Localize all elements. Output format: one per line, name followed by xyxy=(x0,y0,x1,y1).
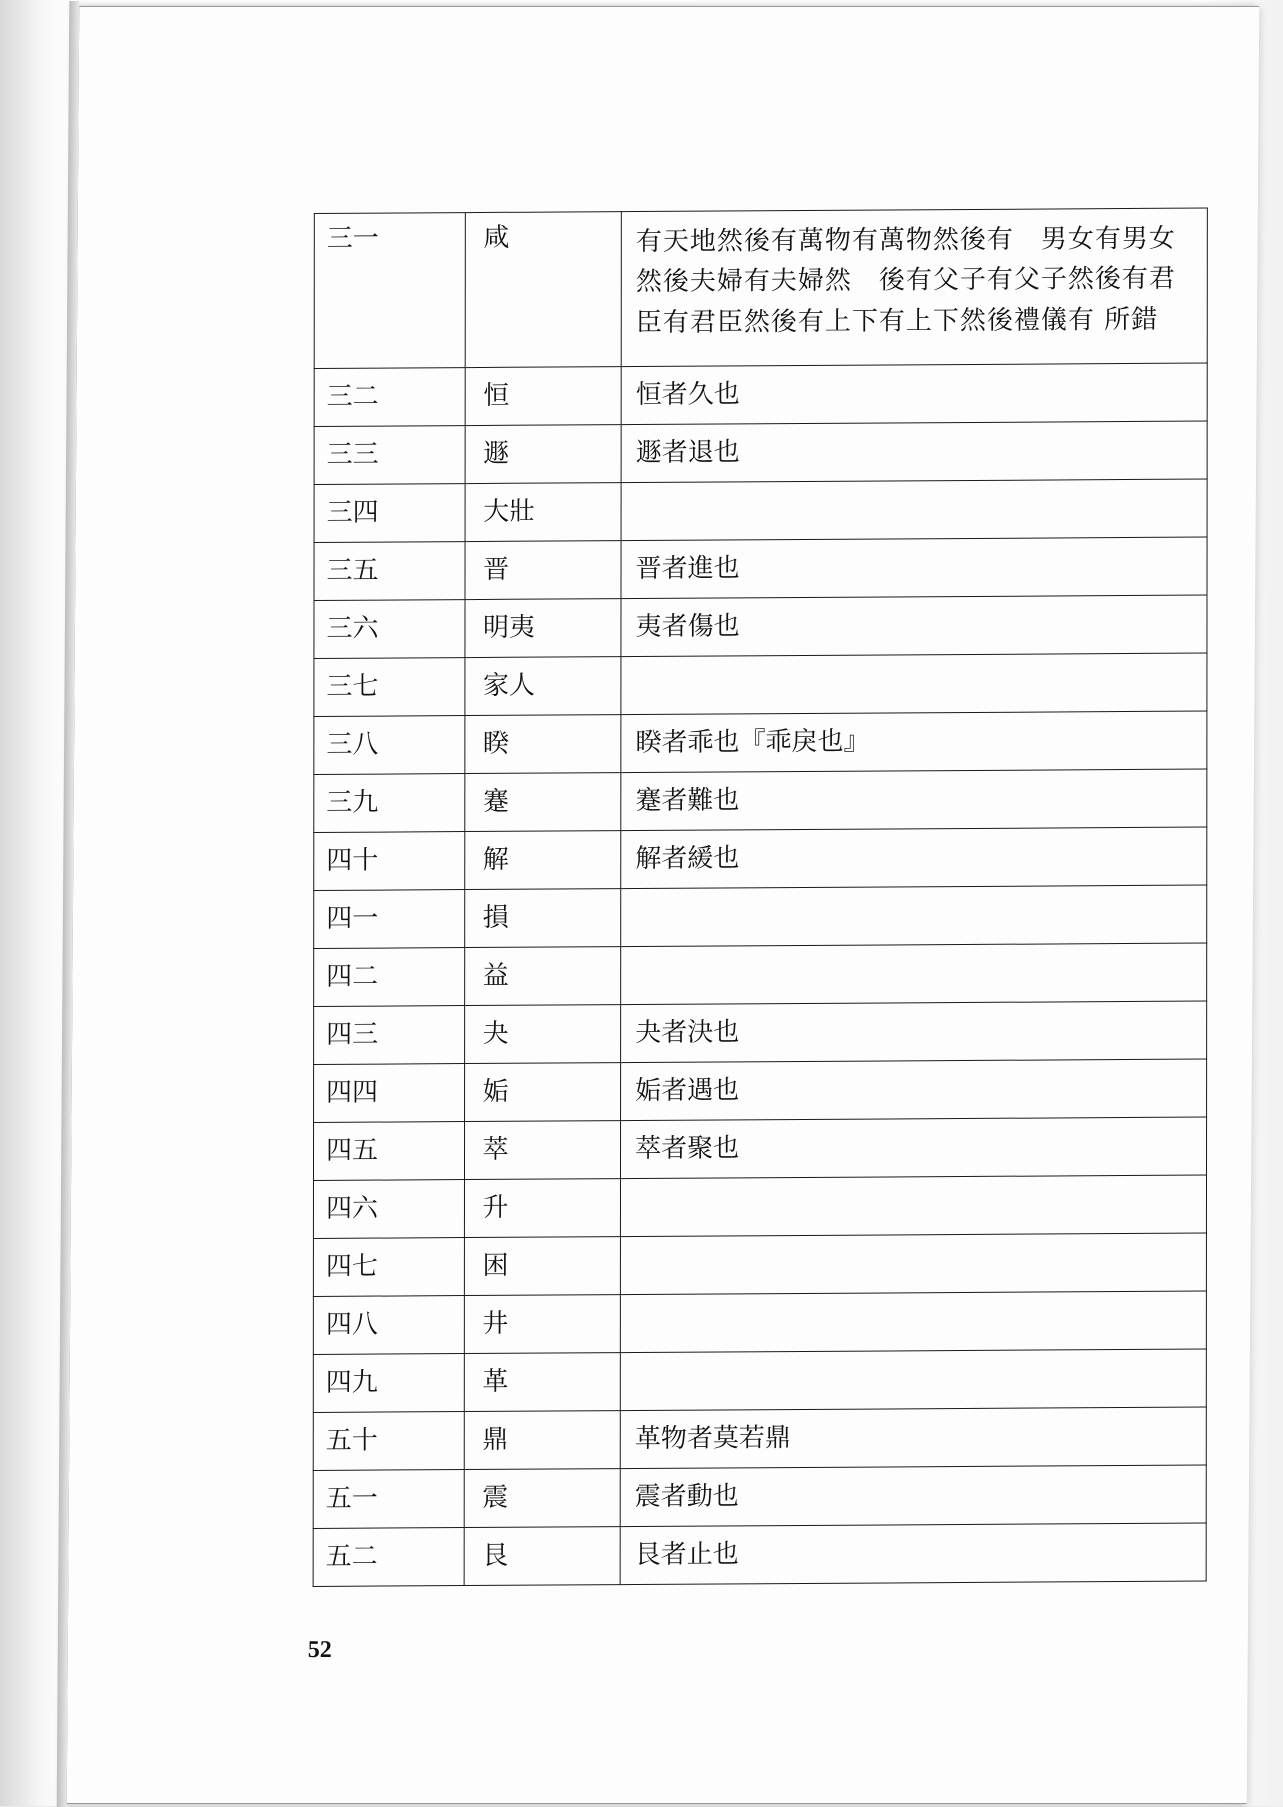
hexagram-number: 三四 xyxy=(314,484,465,543)
hexagram-name: 井 xyxy=(464,1295,621,1354)
hexagram-name: 鼎 xyxy=(464,1411,621,1470)
hexagram-number: 四八 xyxy=(313,1296,464,1355)
hexagram-number: 四四 xyxy=(314,1064,465,1123)
hexagram-name: 明夷 xyxy=(464,599,621,658)
hexagram-number: 四六 xyxy=(313,1180,464,1239)
table-row xyxy=(314,421,1207,484)
hexagram-commentary: 晋者進也 xyxy=(621,537,1207,599)
hexagram-name: 困 xyxy=(464,1237,621,1296)
table-row xyxy=(314,827,1207,890)
hexagram-name: 損 xyxy=(464,889,621,948)
hexagram-name: 夬 xyxy=(464,1005,621,1064)
hexagram-number: 四九 xyxy=(313,1354,464,1413)
hexagram-commentary: 恒者久也 xyxy=(621,363,1207,425)
hexagram-commentary: 解者緩也 xyxy=(621,827,1207,889)
hexagram-name: 大壯 xyxy=(465,483,622,542)
page-number: 52 xyxy=(307,1637,332,1663)
hexagram-commentary: 夷者傷也 xyxy=(621,595,1207,657)
table-row xyxy=(314,208,1207,368)
table-row xyxy=(314,479,1207,542)
hexagram-commentary: 革物者莫若鼎 xyxy=(620,1407,1206,1469)
hexagram-number: 三一 xyxy=(314,213,465,369)
hexagram-name: 蹇 xyxy=(464,773,621,832)
table-row xyxy=(313,1407,1206,1470)
table-row xyxy=(313,1175,1206,1238)
hexagram-commentary xyxy=(621,943,1207,1005)
table-row xyxy=(313,1291,1206,1354)
table-row xyxy=(314,711,1207,774)
hexagram-commentary xyxy=(620,1349,1206,1411)
hexagram-number: 五十 xyxy=(313,1412,464,1471)
table-row xyxy=(313,1233,1206,1296)
hexagram-commentary: 夬者決也 xyxy=(621,1001,1207,1063)
table-row xyxy=(314,653,1207,716)
hexagram-name: 益 xyxy=(464,947,621,1006)
hexagram-number: 三九 xyxy=(314,774,465,833)
hexagram-commentary xyxy=(621,479,1207,541)
table-row xyxy=(314,943,1207,1006)
table-row xyxy=(314,769,1207,832)
hexagram-number: 四三 xyxy=(314,1006,465,1065)
hexagram-commentary xyxy=(620,1233,1206,1295)
hexagram-commentary xyxy=(621,1175,1207,1237)
table-row xyxy=(314,363,1207,426)
table-row xyxy=(313,1117,1206,1180)
hexagram-name: 恒 xyxy=(465,367,622,426)
hexagram-name: 艮 xyxy=(464,1527,621,1586)
table-row xyxy=(314,537,1207,600)
hexagram-name: 家人 xyxy=(464,657,621,716)
table-row xyxy=(314,1001,1207,1064)
hexagram-commentary: 蹇者難也 xyxy=(621,769,1207,831)
hexagram-number: 四一 xyxy=(314,890,465,949)
hexagram-commentary xyxy=(621,885,1207,947)
hexagram-commentary: 震者動也 xyxy=(620,1465,1206,1527)
table-row xyxy=(313,1465,1206,1528)
hexagram-number: 三五 xyxy=(314,542,465,601)
hexagram-number: 五二 xyxy=(313,1528,464,1587)
hexagram-commentary: 有天地然後有萬物有萬物然後有 男女有男女然後夫婦有夫婦然 後有父子有父子然後有君 臣有君臣然後有上下有上下然後禮儀有 所錯 xyxy=(621,208,1207,367)
hexagram-number: 四二 xyxy=(314,948,465,1007)
hexagram-commentary: 萃者聚也 xyxy=(621,1117,1207,1179)
table-row xyxy=(314,595,1207,658)
hexagram-number: 三三 xyxy=(314,426,465,485)
table-row xyxy=(313,1523,1206,1586)
hexagram-commentary xyxy=(621,653,1207,715)
hexagram-number: 三七 xyxy=(314,658,465,717)
hexagram-commentary xyxy=(620,1291,1206,1353)
table-row xyxy=(313,1349,1206,1412)
hexagram-number: 四五 xyxy=(313,1122,464,1181)
hexagram-number: 三二 xyxy=(314,368,465,427)
hexagram-name: 升 xyxy=(464,1179,621,1238)
hexagram-name: 震 xyxy=(464,1469,621,1528)
hexagram-name: 姤 xyxy=(464,1063,621,1122)
hexagram-name: 咸 xyxy=(465,212,622,368)
table-row xyxy=(314,1059,1207,1122)
hexagram-commentary: 睽者乖也『乖戾也』 xyxy=(621,711,1207,773)
hexagram-number: 三六 xyxy=(314,600,465,659)
hexagram-name: 萃 xyxy=(464,1121,621,1180)
hexagram-number: 四十 xyxy=(314,832,465,891)
hexagram-name: 睽 xyxy=(464,715,621,774)
hexagram-commentary: 姤者遇也 xyxy=(621,1059,1207,1121)
table-row xyxy=(314,885,1207,948)
hexagram-table xyxy=(313,208,1208,1587)
hexagram-name: 晋 xyxy=(465,541,622,600)
hexagram-commentary: 艮者止也 xyxy=(620,1523,1206,1585)
hexagram-name: 解 xyxy=(464,831,621,890)
hexagram-commentary: 遯者退也 xyxy=(621,421,1207,483)
hexagram-name: 遯 xyxy=(465,425,622,484)
book-page xyxy=(64,6,1260,1804)
hexagram-number: 四七 xyxy=(313,1238,464,1297)
hexagram-name: 革 xyxy=(464,1353,621,1412)
hexagram-number: 三八 xyxy=(314,716,465,775)
hexagram-number: 五一 xyxy=(313,1470,464,1529)
